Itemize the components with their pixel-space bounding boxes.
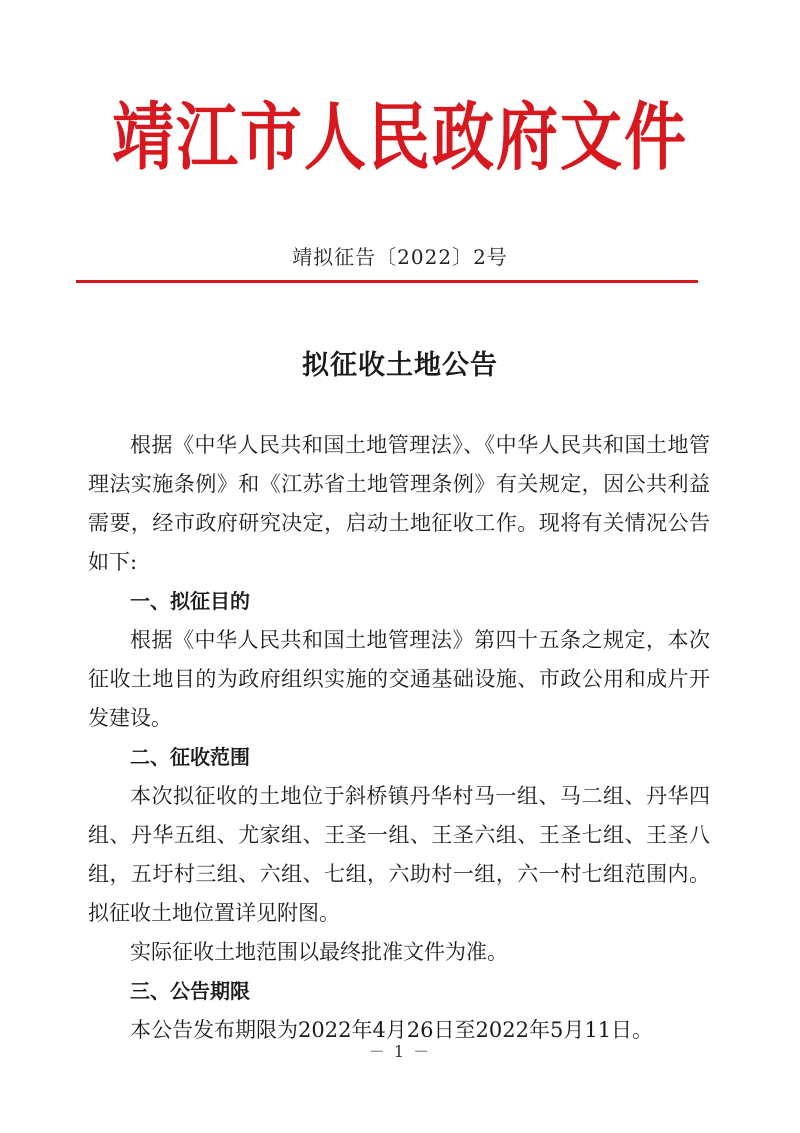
document-number: 靖拟征告〔2022〕2号 [292, 245, 508, 269]
notice-title: 拟征收土地公告 [302, 350, 498, 381]
section-3-paragraph: 本公告发布期限为2022年4月26日至2022年5月11日。 [130, 1018, 654, 1042]
section-1-heading: 一、拟征目的 [130, 589, 250, 613]
section-2-heading: 二、征收范围 [130, 745, 250, 769]
section-3-heading: 三、公告期限 [130, 979, 250, 1003]
section-2-paragraph: 本次拟征收的土地位于斜桥镇丹华村马一组、马二组、丹华四组、丹华五组、尤家组、王圣一组、王圣六组、王圣七组、王圣八组，五圩村三组、六组、七组，六助村一组，六一村七组范围内。拟征收土地位置详见附图。 [88, 784, 710, 925]
page-number: － 1 － [368, 1042, 432, 1061]
intro-paragraph: 根据《中华人民共和国土地管理法》、《中华人民共和国土地管理法实施条例》和《江苏省土地管理条例》有关规定，因公共利益需要，经市政府研究决定，启动土地征收工作。现将有关情况公告如下: [88, 433, 710, 574]
section-1-paragraph: 根据《中华人民共和国土地管理法》第四十五条之规定，本次征收土地目的为政府组织实施的交通基础设施、市政公用和成片开发建设。 [88, 628, 710, 730]
issuing-authority-header: 靖江市人民政府文件 [111, 93, 688, 181]
notice-body [88, 426, 710, 1050]
red-divider-line [76, 280, 698, 283]
section-2-note: 实际征收土地范围以最终批准文件为准。 [130, 940, 508, 964]
